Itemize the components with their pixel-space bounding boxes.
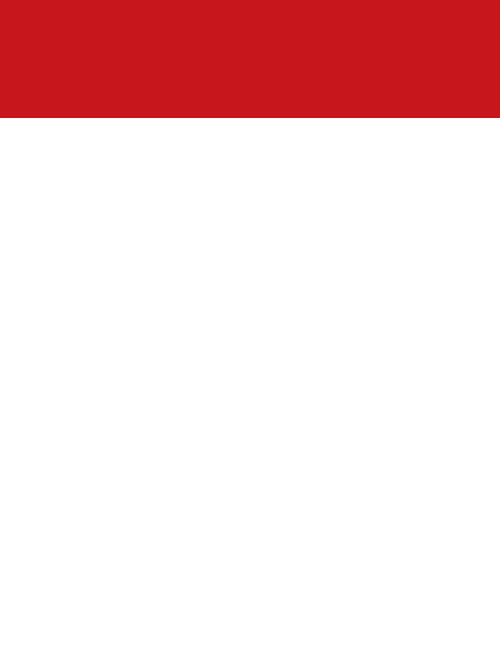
header-banner (0, 0, 500, 118)
